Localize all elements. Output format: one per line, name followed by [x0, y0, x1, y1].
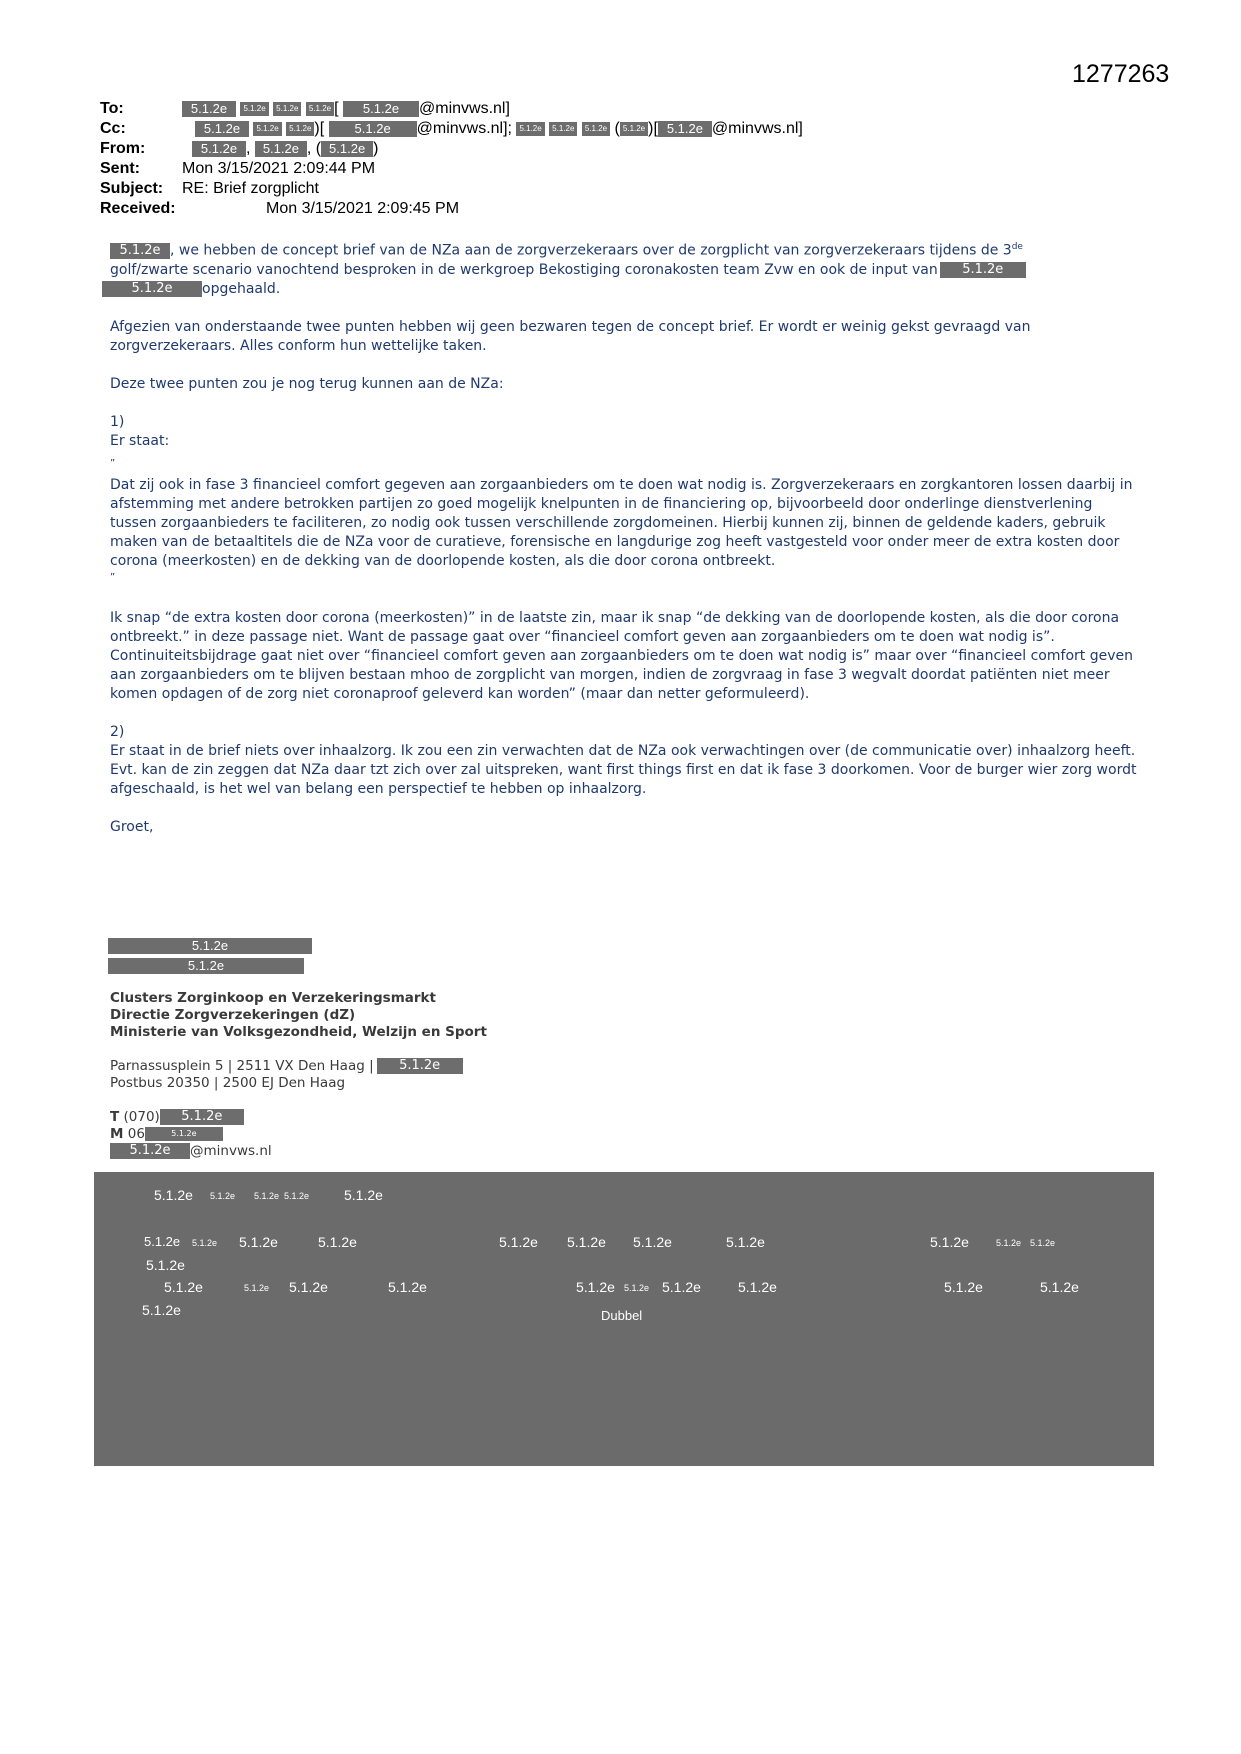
redaction: 5.1.2e	[182, 101, 236, 117]
sent-value: Mon 3/15/2021 2:09:44 PM	[182, 160, 376, 177]
redaction-label: 5.1.2e	[1030, 1238, 1056, 1248]
to-domain: @minvws.nl]	[419, 100, 510, 117]
redaction: 5.1.2e	[145, 1127, 223, 1141]
redaction: 5.1.2e	[286, 122, 314, 136]
closing: Groet,	[110, 818, 154, 835]
redaction-label: 5.1.2e	[567, 1234, 606, 1250]
subject-label: Subject:	[100, 180, 164, 197]
redaction-label: 5.1.2e	[1040, 1279, 1079, 1295]
redaction: 5.1.2e	[549, 122, 577, 136]
redaction: 5.1.2e	[273, 102, 301, 116]
received-label: Received:	[100, 200, 176, 217]
to-label: To:	[100, 100, 124, 117]
redaction-label: 5.1.2e	[930, 1234, 969, 1250]
paragraph-1	[110, 238, 1140, 299]
subject-value: RE: Brief zorgplicht	[182, 180, 319, 197]
redaction: 5.1.2e	[195, 121, 249, 137]
mobile-label: M	[110, 1126, 124, 1142]
redaction-label: 5.1.2e	[210, 1191, 236, 1201]
point-2-number: 2)	[110, 723, 125, 740]
paragraph-2: Afgezien van onderstaande twee punten hebben wij geen bezwaren tegen de concept brief. Er wordt er weinig gekst gevraagd van zorgverzekeraars. Alles conform hun wettelijke taken.	[110, 318, 1031, 354]
redaction-label: 5.1.2e	[244, 1283, 270, 1293]
para1-text-b: golf/zwarte scenario vanochtend besproken in de werkgroep Bekostiging coronakosten team Zvw en ook de input van	[110, 261, 938, 278]
message-body	[110, 238, 1140, 837]
quote-text: Dat zij ook in fase 3 financieel comfort gegeven aan zorgaanbieders om te doen wat nodig is. Zorgverzekeraars en zorgkantoren lossen daarbij in afstemming met andere betrokken partijen zo goed mogelijk knelpunten in de financiering op, bijvoorbeeld door onderlinge dienstverlening tussen zorgaanbieders te faciliteren, zo nodig ook tussen verschillende zorgdomeinen. Hierbij kunnen zij, binnen de geldende kaders, gebruik maken van de betaaltitels die de NZa voor de curatieve, forensische en langdurige zog heeft vastgesteld voor onder meer de extra kosten door corona (meerkosten) en de dekking van de doorlopende kosten, als die door corona ontbreekt.	[110, 476, 1133, 569]
redaction-label: 5.1.2e	[192, 1238, 218, 1248]
para1-text-c: opgehaald.	[202, 280, 281, 297]
redaction: 5.1.2e	[108, 958, 304, 974]
redaction: 5.1.2e	[255, 141, 307, 157]
redaction-label: 5.1.2e	[624, 1283, 650, 1293]
redaction-label: 5.1.2e	[388, 1279, 427, 1295]
redaction: 5.1.2e	[108, 938, 312, 954]
point-2-text: Er staat in de brief niets over inhaalzorg. Ik zou een zin verwachten dat de NZa ook verwachtingen over (de communicatie over) inhaalzorg heeft. Evt. kan de zin zeggen dat NZa daar tzt zich over zal uitspreken, want first things first en dat ik fase 3 doorkomen. Voor de burger wier zorg wordt afgeschaald, is het wel van belang een perspectief te hebben op inhaalzorg.	[110, 742, 1137, 797]
quote-open: ”	[110, 457, 116, 469]
redaction-label: 5.1.2e	[499, 1234, 538, 1250]
redaction: 5.1.2e	[102, 281, 202, 297]
redaction-label: 5.1.2e	[284, 1191, 310, 1201]
from-row: From: 5.1.2e , 5.1.2e , ( 5.1.2e )	[100, 140, 379, 157]
phone-label: T	[110, 1109, 120, 1125]
org-line-1: Clusters Zorginkoop en Verzekeringsmarkt	[110, 990, 436, 1006]
para1-text-a: , we hebben de concept brief van de NZa aan de zorgverzekeraars over de zorgplicht van zorgverzekeraars tijdens de 3	[170, 242, 1012, 259]
redaction-label: 5.1.2e	[164, 1279, 203, 1295]
redaction: 5.1.2e	[110, 243, 170, 259]
redaction-label: 5.1.2e	[318, 1234, 357, 1250]
subject-row	[100, 179, 319, 199]
cc-label: Cc:	[100, 120, 126, 137]
redaction-label: 5.1.2e	[662, 1279, 701, 1295]
redaction-label: 5.1.2e	[144, 1234, 181, 1249]
redacted-footer-block	[94, 1172, 1154, 1466]
email-domain: @minvws.nl	[190, 1143, 272, 1159]
sent-row	[100, 159, 375, 179]
redaction: 5.1.2e	[516, 122, 544, 136]
to-row: To: 5.1.2e 5.1.2e 5.1.2e 5.1.2e [ 5.1.2e @minvws.nl]	[100, 100, 510, 117]
redaction-label: 5.1.2e	[254, 1191, 280, 1201]
redaction-label: 5.1.2e	[289, 1279, 328, 1295]
cc-row: Cc: 5.1.2e 5.1.2e 5.1.2e )[ 5.1.2e @minvws.nl]; 5.1.2e 5.1.2e 5.1.2e ( 5.1.2e )[ 5.1.2e @minvws.nl]	[100, 120, 803, 137]
redaction-label: 5.1.2e	[344, 1187, 383, 1203]
mobile-prefix: 06	[127, 1126, 145, 1142]
redaction-label: 5.1.2e	[996, 1238, 1022, 1248]
redaction: 5.1.2e	[253, 122, 281, 136]
sent-label: Sent:	[100, 160, 140, 177]
para1-superscript: de	[1011, 242, 1023, 252]
redaction: 5.1.2e	[160, 1109, 244, 1125]
redaction-label: 5.1.2e	[633, 1234, 672, 1250]
redaction-label: 5.1.2e	[146, 1257, 185, 1273]
redaction-label: 5.1.2e	[239, 1234, 278, 1250]
redaction: 5.1.2e	[658, 121, 712, 137]
received-row	[100, 199, 459, 219]
redaction: 5.1.2e	[940, 262, 1026, 278]
redaction-label: 5.1.2e	[142, 1302, 181, 1318]
org-line-3: Ministerie van Volksgezondheid, Welzijn en Sport	[110, 1024, 487, 1040]
redaction: 5.1.2e	[329, 121, 417, 137]
redaction-label: 5.1.2e	[576, 1279, 615, 1295]
org-line-2: Directie Zorgverzekeringen (dZ)	[110, 1007, 356, 1023]
footer-word: Dubbel	[601, 1308, 643, 1323]
redaction: 5.1.2e	[192, 141, 246, 157]
point-1-comment: Ik snap “de extra kosten door corona (meerkosten)” in de laatste zin, maar ik snap “de dekking van de doorlopende kosten, als die door corona ontbreekt.” in deze passage niet. Want de passage gaat over “financieel comfort geven aan zorgaanbieders om te doen wat nodig is”. Continuiteitsbijdrage gaat niet over “financieel comfort geven aan zorgaanbieders om te doen wat nodig is” maar over “financieel comfort geven aan zorgaanbieders om te blijven bestaan mhoo de zorgplicht van morgen, indien de zorgvraag in fase 3 wegvalt doordat patiënten niet meer komen opdagen of de zorg niet coronaproof geleverd kan worden” (maar dan netter geformuleerd).	[110, 609, 1133, 702]
redaction: 5.1.2e	[377, 1058, 463, 1074]
from-label: From:	[100, 140, 146, 157]
received-value: Mon 3/15/2021 2:09:45 PM	[266, 200, 460, 217]
redaction-label: 5.1.2e	[154, 1187, 193, 1203]
redaction: 5.1.2e	[582, 122, 610, 136]
point-1-lead: Er staat:	[110, 432, 170, 449]
paragraph-3: Deze twee punten zou je nog terug kunnen aan de NZa:	[110, 375, 504, 392]
quote-close: ”	[110, 571, 116, 583]
address-line-2: Postbus 20350 | 2500 EJ Den Haag	[110, 1075, 346, 1091]
address-line-1: Parnassusplein 5 | 2511 VX Den Haag |	[110, 1058, 374, 1074]
cc-domain-2: @minvws.nl]	[711, 120, 803, 137]
redaction: 5.1.2e	[110, 1143, 190, 1159]
phone-prefix: (070)	[123, 1109, 160, 1125]
cc-domain-1: @minvws.nl];	[416, 120, 512, 137]
redaction: 5.1.2e	[343, 101, 419, 117]
point-1-number: 1)	[110, 413, 125, 430]
redaction: 5.1.2e	[620, 122, 648, 136]
redaction-label: 5.1.2e	[726, 1234, 765, 1250]
redaction-label: 5.1.2e	[944, 1279, 983, 1295]
redaction: 5.1.2e	[240, 102, 268, 116]
signature	[110, 990, 487, 1160]
redaction: 5.1.2e	[306, 102, 334, 116]
document-number: 1277263	[1072, 60, 1170, 88]
redaction: 5.1.2e	[321, 141, 373, 157]
redaction-label: 5.1.2e	[738, 1279, 777, 1295]
